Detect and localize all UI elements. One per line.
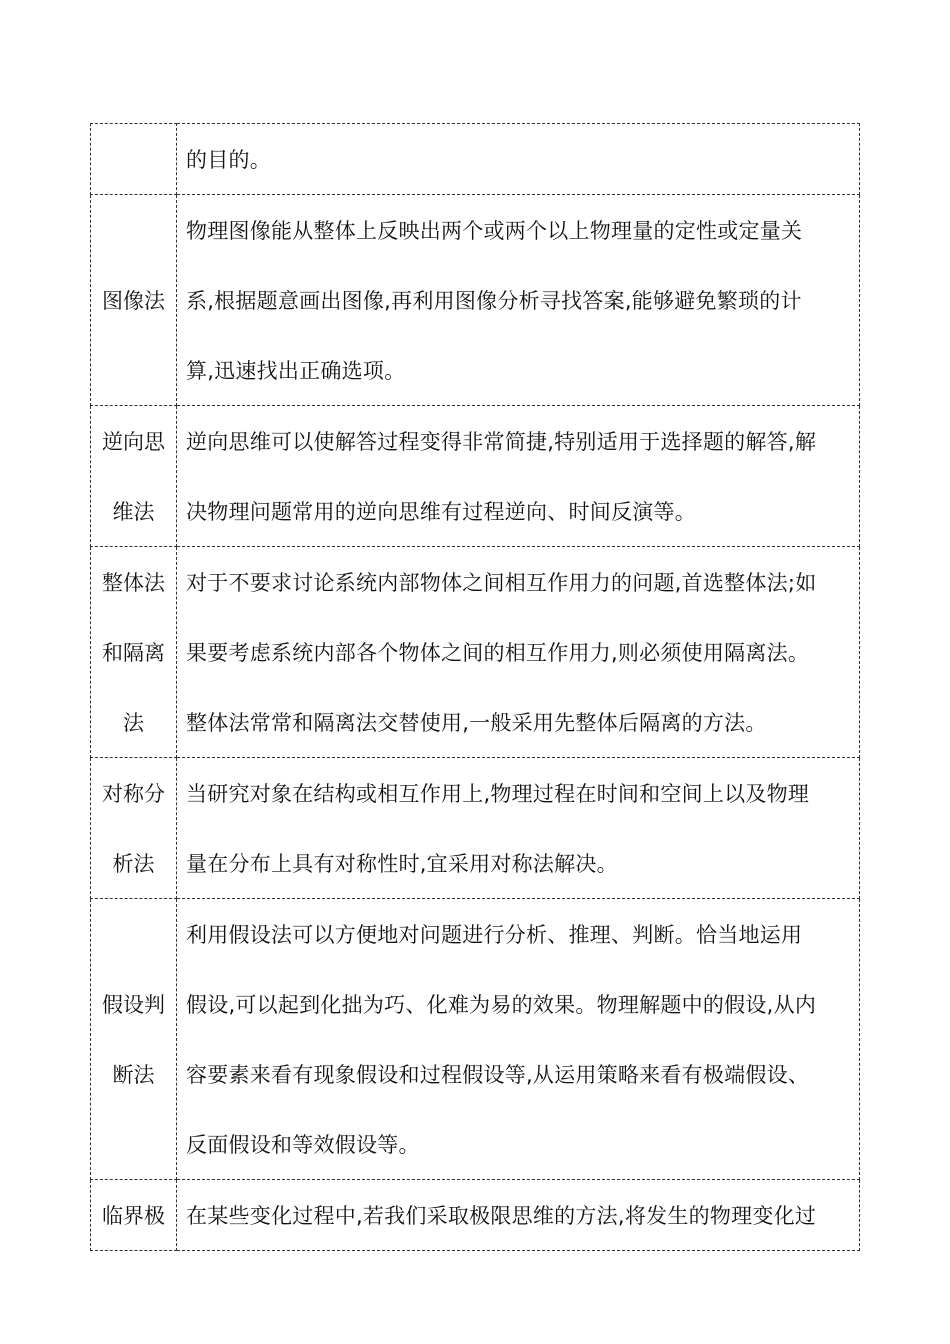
method-description-line: 对于不要求讨论系统内部物体之间相互作用力的问题,首选整体法;如 [186,571,817,595]
method-description-line: 容要素来看有现象假设和过程假设等,从运用策略来看有极端假设、 [186,1063,810,1087]
method-name-line: 法 [123,711,144,735]
method-description-line: 物理图像能从整体上反映出两个或两个以上物理量的定性或定量关 [186,219,803,243]
spacer-line [91,899,176,969]
method-name-cell [91,406,177,547]
table-row [91,1180,860,1251]
methods-table-body [91,124,860,1251]
method-description-cell [177,547,860,758]
table-row [91,758,860,899]
method-name-cell [91,124,177,195]
method-description-cell [177,406,860,547]
method-name-line: 析法 [112,852,155,876]
method-description-line: 的目的。 [186,148,271,172]
method-description-cell [177,1180,860,1251]
method-name-line: 假设判 [102,993,165,1017]
method-description-line: 决物理问题常用的逆向思维有过程逆向、时间反演等。 [186,500,696,524]
method-description-line: 量在分布上具有对称性时,宜采用对称法解决。 [186,852,618,876]
method-name-cell [91,899,177,1180]
methods-table [90,123,860,1251]
table-row [91,547,860,758]
table-row [91,899,860,1180]
method-description-line: 利用假设法可以方便地对问题进行分析、推理、判断。恰当地运用 [186,923,803,947]
method-name-cell [91,547,177,758]
method-description-cell [177,758,860,899]
method-description-cell [177,124,860,195]
method-description-line: 反面假设和等效假设等。 [186,1133,420,1157]
method-name-line: 临界极 [102,1204,165,1228]
method-name-line: 断法 [112,1063,155,1087]
method-name-line: 维法 [112,500,155,524]
method-name-line: 和隔离 [102,641,165,665]
method-name-line: 整体法 [102,571,165,595]
method-description-line: 假设,可以起到化拙为巧、化难为易的效果。物理解题中的假设,从内 [186,993,817,1017]
method-name-line: 逆向思 [102,430,165,454]
spacer-line [91,195,176,265]
method-description-cell [177,195,860,406]
method-description-line: 算,迅速找出正确选项。 [186,359,406,383]
method-name-cell [91,1180,177,1251]
method-description-line: 逆向思维可以使解答过程变得非常简捷,特别适用于选择题的解答,解 [186,430,817,454]
method-name-line: 图像法 [102,289,165,313]
method-description-line: 整体法常常和隔离法交替使用,一般采用先整体后隔离的方法。 [186,711,767,735]
method-name-cell [91,195,177,406]
method-name-line: 对称分 [102,782,165,806]
method-description-line: 在某些变化过程中,若我们采取极限思维的方法,将发生的物理变化过 [186,1204,817,1228]
method-name-line [91,124,176,194]
table-row [91,195,860,406]
method-description-line: 果要考虑系统内部各个物体之间的相互作用力,则必须使用隔离法。 [186,641,810,665]
methods-table-page [90,123,859,1251]
method-description-line: 当研究对象在结构或相互作用上,物理过程在时间和空间上以及物理 [186,782,810,806]
method-description-cell [177,899,860,1180]
table-row [91,406,860,547]
table-row [91,124,860,195]
method-description-line: 系,根据题意画出图像,再利用图像分析寻找答案,能够避免繁琐的计 [186,289,802,313]
method-name-cell [91,758,177,899]
